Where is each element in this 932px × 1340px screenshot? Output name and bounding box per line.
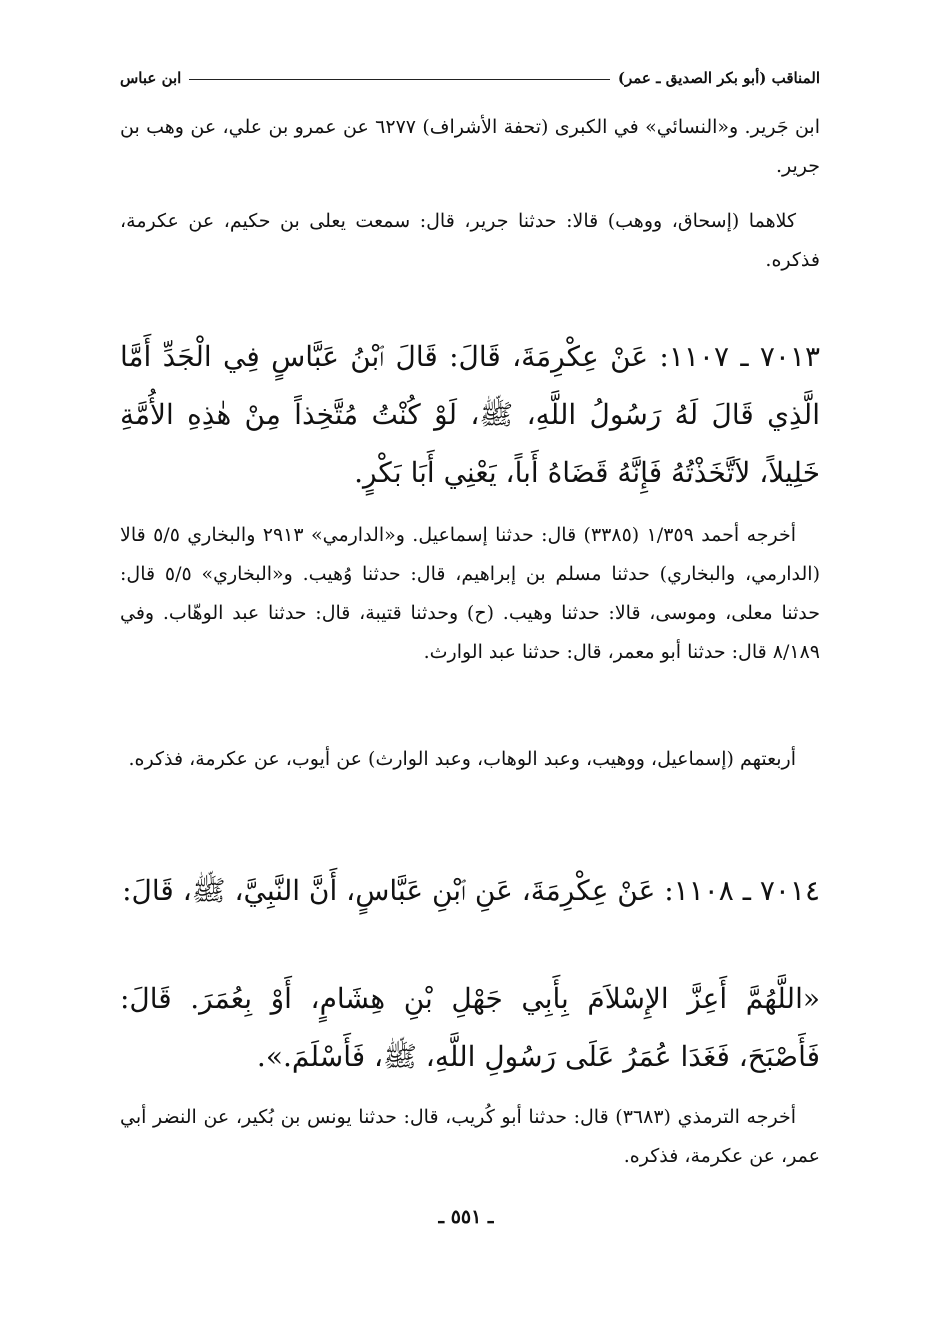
reference-paragraph-1: ابن جَرير. و«النسائي» في الكبرى (تحفة الأشراف) ٦٢٧٧ عن عمرو بن علي، عن وهب بن جرير. xyxy=(120,116,820,177)
hadith-7013: ٧٠١٣ ـ ١١٠٧: عَنْ عِكْرِمَةَ، قَالَ: قَالَ ٱبْنُ عَبَّاسٍ فِي الْجَدِّ أَمَّا الَّذِي قَالَ لَهُ رَسُولُ اللَّهِ، ﷺ، لَوْ كُنْتُ مُتَّخِذاً مِنْ هٰذِهِ الأُمَّةِ خَلِيلاً، لاَتَّخَذْتُهُ فَإِنَّهُ قَضَاهُ أَباً، يَعْنِي أَبَا بَكْرٍ. xyxy=(120,340,820,489)
reference-paragraph-3: أخرجه أحمد ١/٣٥٩ (٣٣٨٥) قال: حدثنا إسماعيل. و«الدارمي» ٢٩١٣ والبخاري ٥/٥ قالا (الدارمي، والبخاري) حدثنا مسلم بن إبراهيم، قال: حدثنا وُهيب. و«البخاري» ٥/٥ قال: حدثنا معلى، وموسى، قالا: حدثنا وهيب. (ح) وحدثنا قتيبة، قال: حدثنا عبد الوهّاب. وفي ٨/١٨٩ قال: حدثنا أبو معمر، قال: حدثنا عبد الوارث. xyxy=(120,524,821,663)
reference-paragraph-2: كلاهما (إسحاق، ووهب) قالا: حدثنا جرير، قال: سمعت يعلى بن حكيم، عن عكرمة، فذكره. xyxy=(120,210,820,271)
header-chapter-title: ابن عباس xyxy=(120,69,182,87)
running-header xyxy=(120,66,820,90)
header-section-title: المناقب (أبو بكر الصديق ـ عمر) xyxy=(617,69,820,87)
reference-paragraph-4: أربعتهم (إسماعيل، ووهيب، وعبد الوهاب، وعبد الوارث) عن أيوب، عن عكرمة، فذكره. xyxy=(128,748,796,770)
page-number: ـ ٥٥١ ـ xyxy=(438,1206,494,1228)
reference-paragraph-5: أخرجه الترمذي (٣٦٨٣) قال: حدثنا أبو كُريب، قال: حدثنا يونس بن بُكير، عن النضر أبي عمر، عن عكرمة، فذكره. xyxy=(120,1106,820,1167)
hadith-7014-intro: ٧٠١٤ ـ ١١٠٨: عَنْ عِكْرِمَةَ، عَنِ ٱبْنِ عَبَّاسٍ، أَنَّ النَّبِيَّ، ﷺ، قَالَ: xyxy=(122,874,820,907)
hadith-7014-text: «اللَّهُمَّ أَعِزَّ الإِسْلاَمَ بِأَبِي جَهْلِ بْنِ هِشَامٍ، أَوْ بِعُمَرَ. قَالَ: فَأَصْبَحَ، فَغَدَا عُمَرُ عَلَى رَسُولِ اللَّهِ، ﷺ، فَأَسْلَمَ.». xyxy=(120,982,820,1073)
header-rule xyxy=(189,79,610,80)
